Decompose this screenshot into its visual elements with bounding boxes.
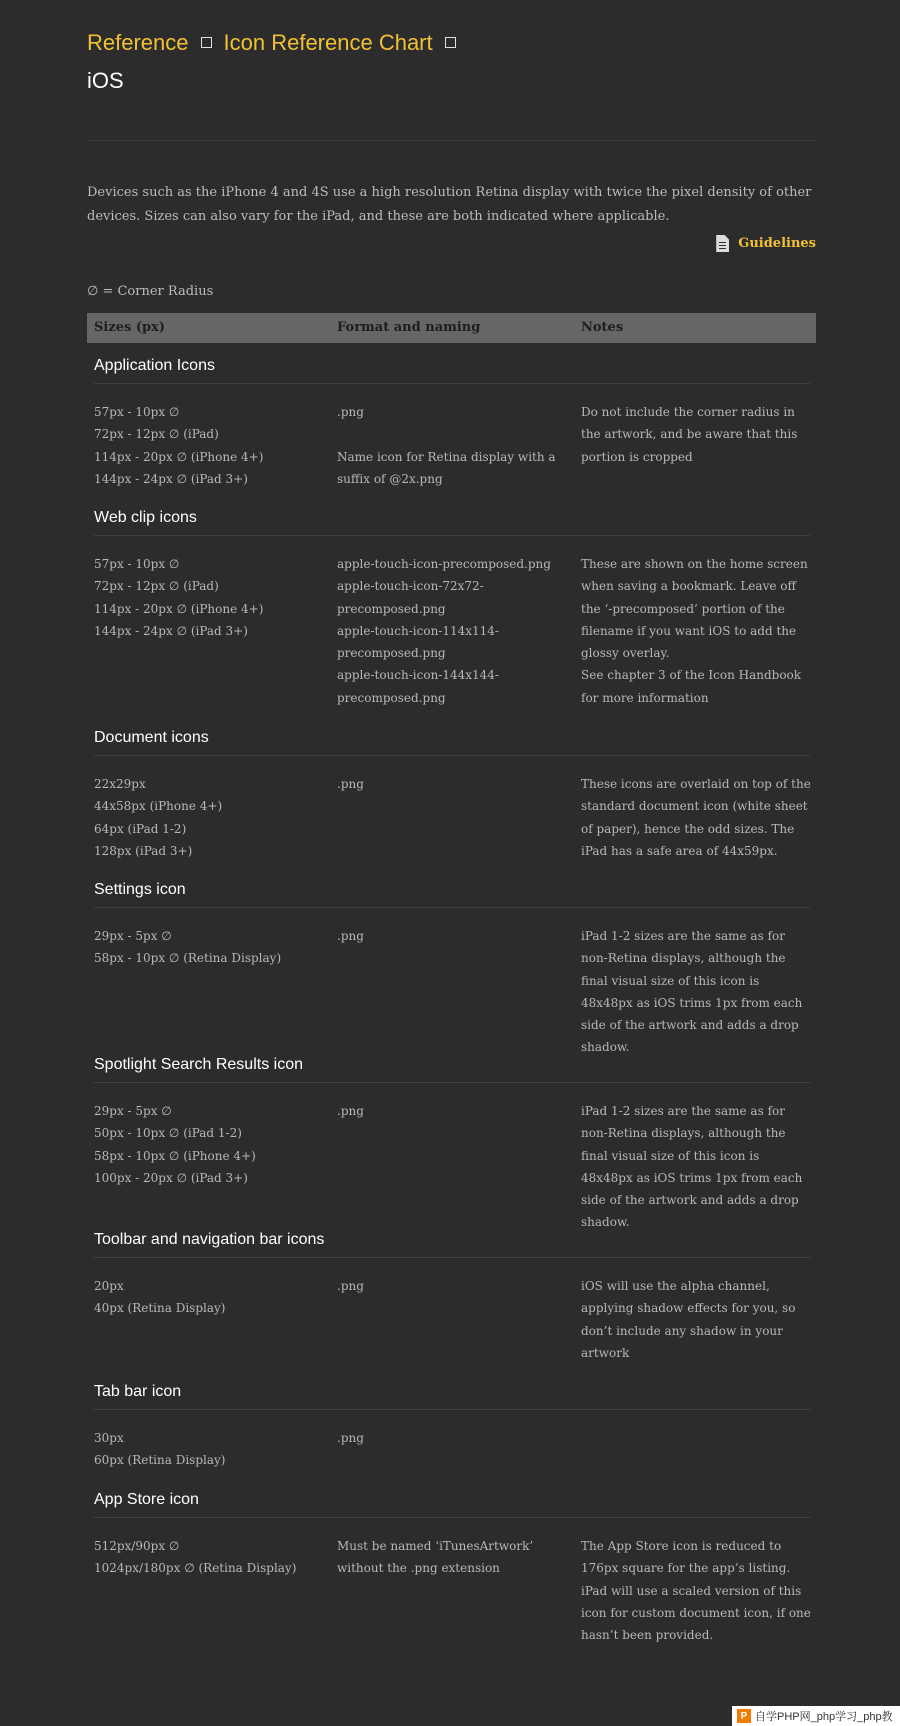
size-line: 100px - 20px ∅ (iPad 3+) — [94, 1170, 248, 1185]
sizes-cell — [94, 1275, 329, 1320]
page-title: iOS — [87, 68, 124, 93]
format-line: apple-touch-icon-114x114-precomposed.png — [337, 623, 499, 661]
format-line: .png — [337, 929, 364, 943]
format-cell — [337, 1535, 573, 1580]
format-cell — [337, 401, 573, 490]
section-title: Document icons — [94, 729, 209, 746]
divider — [94, 1257, 810, 1258]
divider — [94, 907, 810, 908]
size-line: 40px (Retina Display) — [94, 1301, 226, 1316]
notes-text: iOS will use the alpha channel, applying shadow effects for you, so don’t include any shadow in your artwork — [581, 1279, 796, 1360]
notes-cell — [581, 925, 813, 1059]
php-logo-icon: P — [737, 1709, 751, 1723]
format-cell — [337, 553, 573, 709]
size-line: 128px (iPad 3+) — [94, 843, 193, 858]
format-line: apple-touch-icon-144x144-precomposed.png — [337, 668, 499, 705]
section-title: Tab bar icon — [94, 1383, 182, 1400]
header-notes: Notes — [581, 320, 624, 335]
format-cell — [337, 1100, 573, 1122]
format-line: .png — [337, 777, 364, 791]
square-icon — [201, 37, 212, 48]
notes-text: See chapter 3 of the Icon Handbook for more information — [581, 668, 802, 705]
section-title: Spotlight Search Results icon — [94, 1056, 303, 1073]
format-line: apple-touch-icon-72x72-precomposed.png — [337, 579, 484, 616]
size-line: 72px - 12px ∅ (iPad) — [94, 579, 219, 594]
size-line: 114px - 20px ∅ (iPhone 4+) — [94, 449, 264, 464]
header-sizes: Sizes (px) — [94, 320, 165, 335]
section-title: App Store icon — [94, 1491, 199, 1508]
notes-cell — [581, 1275, 813, 1364]
size-line: 44x58px (iPhone 4+) — [94, 799, 223, 814]
format-line: apple-touch-icon-precomposed.png — [337, 557, 551, 571]
sizes-cell — [94, 925, 329, 970]
breadcrumb — [87, 30, 468, 56]
notes-cell — [581, 553, 813, 709]
size-line: 57px - 10px ∅ — [94, 557, 180, 571]
notes-cell — [581, 1535, 813, 1646]
size-line: 512px/90px ∅ — [94, 1539, 180, 1553]
size-line: 64px (iPad 1-2) — [94, 821, 187, 836]
sizes-cell — [94, 401, 329, 490]
divider — [94, 383, 810, 384]
guidelines-link[interactable] — [716, 235, 816, 252]
sizes-cell — [94, 1100, 329, 1189]
size-line: 58px - 10px ∅ (iPhone 4+) — [94, 1148, 256, 1163]
format-cell — [337, 1275, 573, 1297]
format-cell — [337, 773, 573, 795]
size-line: 1024px/180px ∅ (Retina Display) — [94, 1561, 297, 1576]
sizes-cell — [94, 1427, 329, 1472]
size-line: 72px - 12px ∅ (iPad) — [94, 427, 219, 442]
size-line: 30px — [94, 1431, 124, 1445]
breadcrumb-reference-link[interactable]: Reference — [87, 30, 189, 55]
size-line: 29px - 5px ∅ — [94, 929, 172, 943]
section-title: Toolbar and navigation bar icons — [94, 1231, 325, 1248]
notes-text: The App Store icon is reduced to 176px square for the app’s listing. iPad will use a scaled version of this icon for custom document icon, if one hasn’t been provided. — [581, 1539, 811, 1643]
size-line: 144px - 24px ∅ (iPad 3+) — [94, 623, 248, 638]
format-line: Name icon for Retina display with a suffix of @2x.png — [337, 449, 556, 486]
watermark-text: 自学PHP网_php学习_php教 — [755, 1711, 893, 1723]
header-format: Format and naming — [337, 320, 481, 335]
notes-cell — [581, 401, 813, 468]
notes-text: These are shown on the home screen when saving a bookmark. Leave off the ‘-precomposed’ portion of the filename if you want iOS to add the glossy overlay. — [581, 557, 808, 661]
format-line: Must be named ‘iTunesArtwork’ without the .png extension — [337, 1539, 534, 1576]
divider — [94, 1082, 810, 1083]
size-line: 20px — [94, 1279, 124, 1293]
divider — [87, 140, 816, 141]
corner-radius-legend: ∅ = Corner Radius — [87, 284, 214, 299]
size-line: 60px (Retina Display) — [94, 1453, 226, 1468]
table-header — [87, 313, 816, 343]
notes-cell — [581, 1100, 813, 1234]
size-line: 29px - 5px ∅ — [94, 1104, 172, 1118]
format-cell — [337, 925, 573, 947]
size-line: 50px - 10px ∅ (iPad 1-2) — [94, 1126, 242, 1141]
section-title: Application Icons — [94, 357, 215, 374]
section-title: Settings icon — [94, 881, 186, 898]
notes-text: iPad 1-2 sizes are the same as for non-Retina displays, although the final visual size of this icon is 48x48px as iOS trims 1px from each side of the artwork and adds a drop shadow. — [581, 929, 803, 1055]
size-line: 22x29px — [94, 777, 146, 791]
divider — [94, 755, 810, 756]
breadcrumb-icon-chart-link[interactable]: Icon Reference Chart — [223, 30, 433, 55]
square-icon — [445, 37, 456, 48]
size-line: 57px - 10px ∅ — [94, 405, 180, 419]
format-line: .png — [337, 405, 364, 419]
intro-paragraph: Devices such as the iPhone 4 and 4S use a high resolution Retina display with twice the pixel density of other devices. Sizes can also vary for the iPad, and these are both indicated where applicable. — [87, 185, 812, 224]
notes-text: Do not include the corner radius in the artwork, and be aware that this portion is cropped — [581, 405, 798, 464]
size-line: 58px - 10px ∅ (Retina Display) — [94, 951, 282, 966]
size-line: 114px - 20px ∅ (iPhone 4+) — [94, 601, 264, 616]
divider — [94, 535, 810, 536]
watermark-badge[interactable] — [732, 1706, 900, 1726]
divider — [94, 1517, 810, 1518]
section-title: Web clip icons — [94, 509, 197, 526]
format-line: .png — [337, 1279, 364, 1293]
format-line: .png — [337, 1431, 364, 1445]
format-cell — [337, 1427, 573, 1449]
sizes-cell — [94, 1535, 329, 1580]
notes-cell — [581, 773, 813, 862]
notes-text: These icons are overlaid on top of the standard document icon (white sheet of paper), hence the odd sizes. The iPad has a safe area of 44x59px. — [581, 777, 811, 858]
sizes-cell — [94, 553, 329, 642]
divider — [94, 1409, 810, 1410]
document-icon — [716, 235, 729, 252]
format-line: .png — [337, 1104, 364, 1118]
guidelines-label: Guidelines — [738, 236, 816, 251]
notes-text: iPad 1-2 sizes are the same as for non-Retina displays, although the final visual size of this icon is 48x48px as iOS trims 1px from each side of the artwork and adds a drop shadow. — [581, 1104, 803, 1230]
sizes-cell — [94, 773, 329, 862]
size-line: 144px - 24px ∅ (iPad 3+) — [94, 471, 248, 486]
